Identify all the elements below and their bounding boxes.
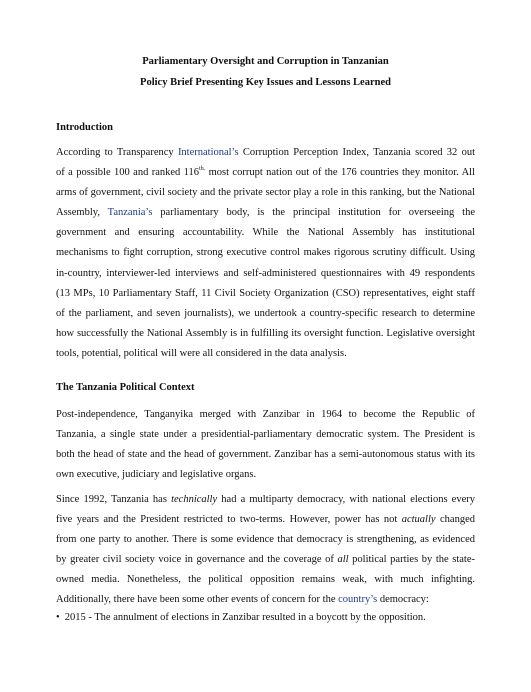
paragraph-line: how successfully the National Assembly is in fulfilling its oversight function. Legislative oversight [56, 327, 475, 339]
political-context-paragraph-2 [56, 490, 475, 611]
paragraph-line: government and ensuring accountability. While the National Assembly has institutional [56, 227, 475, 239]
paragraph-line: mechanisms to fight corruption, strong executive control makes rigorous scrutiny difficult. Using [56, 247, 475, 259]
document-subtitle: Policy Brief Presenting Key Issues and Lessons Learned [140, 77, 391, 88]
paragraph-line: both the head of state and the head of government. Zanzibar has a semi-autonomous status with its [56, 449, 475, 461]
paragraph-line: own executive, judiciary and legislative organs. [56, 469, 257, 481]
bullet-list-item [56, 611, 426, 625]
section-heading-political-context: The Tanzania Political Context [56, 382, 195, 393]
paragraph-line: owned media. Nonetheless, the political opposition remains weak, with much infighting. [56, 574, 475, 586]
ordinal-superscript: th. [199, 165, 206, 172]
document-title: Parliamentary Oversight and Corruption in Tanzanian [142, 56, 389, 67]
paragraph-line: (13 MPs, 10 Parliamentary Staff, 11 Civil Society Organization (CSO) representatives, eight staff [56, 287, 475, 299]
paragraph-line: Since 1992, Tanzania has technically had a multiparty democracy, with national elections every [56, 494, 475, 505]
paragraph-line: Additionally, there have been some other events of concern for the country’s democracy: [56, 594, 429, 606]
paragraph-line: Tanzania, a single state under a presidential-parliamentary democratic system. The President is [56, 429, 475, 441]
paragraph-line: Post-independence, Tanganyika merged with Zanzibar in 1964 to become the Republic of [56, 409, 475, 420]
bullet-text: 2015 - The annulment of elections in Zanzibar resulted in a boycott by the opposition. [64, 612, 426, 623]
paragraph-line: in-country, interviewer-led interviews and self-administered questionnaires with 49 respondents [56, 267, 475, 279]
paragraph-line: of a possible 100 and ranked $116^{th.}$ most corrupt nation out of the 176 countries they monitor. All [56, 165, 475, 179]
paragraph-line: five years and the President restricted to two-terms. However, power has not actually changed [56, 514, 475, 526]
section-heading-introduction: Introduction [56, 122, 113, 133]
paragraph-line: by greater civil society voice in governance and the coverage of all political parties by the state- [56, 554, 475, 566]
political-context-paragraph-1 [56, 405, 475, 485]
paragraph-line: arms of government, civil society and the private sector play a role in this ranking, but the National [56, 187, 475, 199]
paragraph-line: of the parliament, and seven journalists), we undertook a country-specific research to determine [56, 307, 475, 319]
introduction-paragraph [56, 143, 475, 364]
bullet-icon: • [56, 612, 60, 623]
paragraph-line: tools, potential, political will were all considered in the data analysis. [56, 347, 347, 359]
paragraph-line: According to Transparency International’s Corruption Perception Index, Tanzania scored 32 out [56, 147, 476, 158]
paragraph-line: Assembly, Tanzania’s parliamentary body, is the principal institution for overseeing the [56, 207, 475, 219]
paragraph-line: from one party to another. There is some evidence that democracy is strengthening, as evidenced [56, 534, 475, 546]
